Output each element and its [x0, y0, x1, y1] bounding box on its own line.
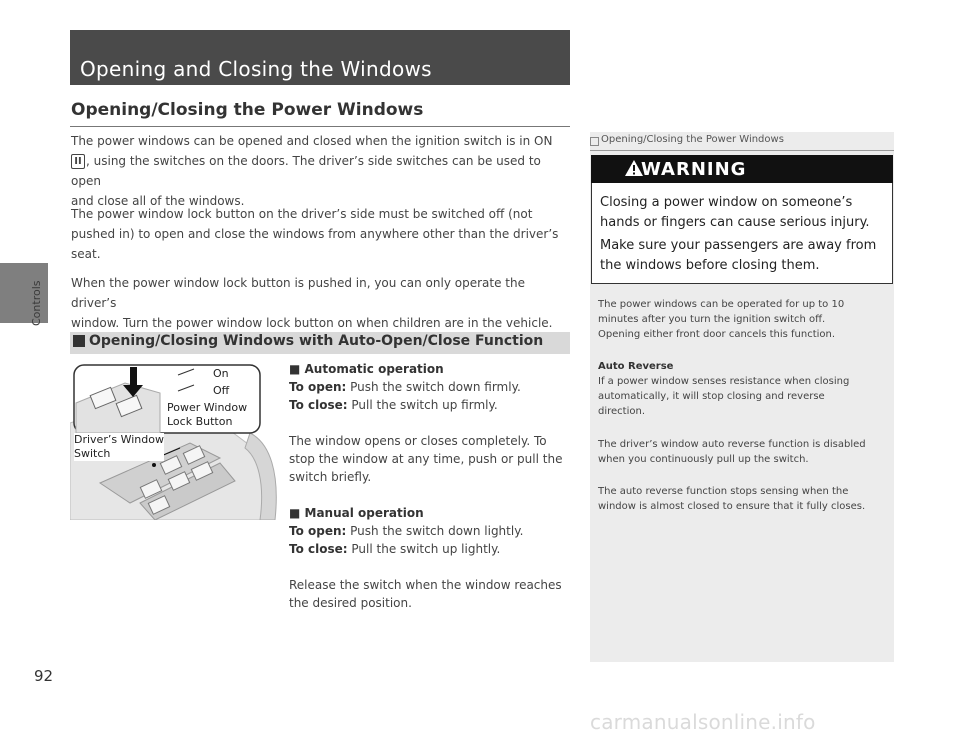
- auto-close-label: To close:: [289, 398, 348, 412]
- label-driver-switch: [74, 433, 164, 461]
- manual-desc-2: the desired position.: [289, 596, 412, 610]
- warning-line-1: Closing a power window on someone’s: [600, 195, 853, 210]
- automatic-operation: [289, 360, 574, 486]
- label-switch-line1: Driver’s Window: [74, 433, 164, 446]
- section-divider: [70, 126, 570, 127]
- section-title: Opening/Closing the Power Windows: [71, 100, 424, 120]
- manual-open-label: To open:: [289, 524, 347, 538]
- manual-close-text: Pull the switch up lightly.: [347, 542, 501, 556]
- label-switch-line2: Switch: [74, 447, 111, 460]
- warning-line-2: hands or fingers can cause serious injury.: [600, 215, 870, 230]
- sidebar-note-3: [598, 437, 883, 467]
- para1-line2: [71, 151, 571, 191]
- manual-open-text: Push the switch down lightly.: [346, 524, 524, 538]
- square-bullet-icon: [73, 335, 85, 347]
- intro-paragraph-3: [71, 273, 571, 333]
- note2-line2: automatically, it will stop closing and reverse: [598, 391, 825, 402]
- auto-desc-3: switch briefly.: [289, 470, 372, 484]
- para1-line2-text: , using the switches on the doors. The driver’s side switches can be used to open: [71, 154, 541, 188]
- note4-line2: window is almost closed to ensure that it fully closes.: [598, 501, 866, 512]
- label-off: Off: [213, 384, 230, 397]
- warning-line-4: the windows before closing them.: [600, 258, 820, 273]
- warning-line-3: Make sure your passengers are away from: [600, 238, 877, 253]
- auto-open-line: [289, 378, 574, 396]
- note4-line1: The auto reverse function stops sensing when the: [598, 486, 849, 497]
- intro-paragraph-1: [71, 131, 571, 211]
- footer-watermark: carmanualsonline.info: [590, 710, 816, 734]
- para1-line1: The power windows can be opened and closed when the ignition switch is in ON: [71, 134, 553, 148]
- auto-reverse-title: Auto Reverse: [598, 361, 674, 372]
- manual-open-line: [289, 522, 574, 540]
- para2-line2: pushed in) to open and close the windows from anywhere other than the driver’s: [71, 227, 559, 241]
- para1-line3: and close all of the windows.: [71, 194, 245, 208]
- auto-desc-2: stop the window at any time, push or pull the: [289, 452, 563, 466]
- para2-line3: seat.: [71, 247, 101, 261]
- manual-operation: [289, 504, 574, 612]
- sidebar-header: Opening/Closing the Power Windows: [601, 134, 784, 145]
- page-number: 92: [34, 667, 54, 685]
- ignition-position-icon: II: [71, 154, 85, 169]
- auto-close-text: Pull the switch up firmly.: [347, 398, 498, 412]
- para3-line2: window. Turn the power window lock button on when children are in the vehicle.: [71, 316, 553, 330]
- note3-line1: The driver’s window auto reverse function is disabled: [598, 439, 866, 450]
- label-on: On: [213, 367, 229, 380]
- side-tab-label: Controls: [30, 280, 43, 326]
- note1-line1: The power windows can be operated for up to 10: [598, 299, 845, 310]
- auto-heading: ■ Automatic operation: [289, 362, 444, 376]
- sidebar-header-rule: [590, 150, 894, 151]
- chapter-title: Opening and Closing the Windows: [80, 57, 432, 81]
- note1-line3: Opening either front door cancels this function.: [598, 329, 836, 340]
- warning-text-2: [600, 236, 885, 276]
- warning-text-1: [600, 193, 885, 233]
- note3-line2: when you continuously pull up the switch.: [598, 454, 809, 465]
- auto-open-text: Push the switch down firmly.: [346, 380, 521, 394]
- subsection-title: Opening/Closing Windows with Auto-Open/Close Function: [89, 333, 544, 349]
- label-lock-line1: Power Window: [167, 401, 248, 414]
- manual-heading: ■ Manual operation: [289, 506, 424, 520]
- label-lock-line2: Lock Button: [167, 415, 233, 428]
- warning-title: WARNING: [641, 159, 747, 180]
- auto-close-line: [289, 396, 574, 414]
- sidebar-note-4: [598, 484, 883, 514]
- para2-line1: The power window lock button on the driver’s side must be switched off (not: [71, 207, 533, 221]
- manual-close-line: [289, 540, 574, 558]
- reference-marker-icon: [590, 137, 599, 146]
- manual-close-label: To close:: [289, 542, 348, 556]
- intro-paragraph-2: [71, 204, 571, 264]
- auto-desc-1: The window opens or closes completely. To: [289, 434, 547, 448]
- sidebar-note-1: [598, 297, 883, 342]
- label-lock-button: [167, 401, 247, 429]
- note2-line1: If a power window senses resistance when closing: [598, 376, 850, 387]
- note2-line3: direction.: [598, 406, 646, 417]
- manual-desc-1: Release the switch when the window reaches: [289, 578, 562, 592]
- para3-line1: When the power window lock button is pushed in, you can only operate the driver’s: [71, 276, 525, 310]
- note1-line2: minutes after you turn the ignition switch off.: [598, 314, 826, 325]
- auto-open-label: To open:: [289, 380, 347, 394]
- sidebar-note-auto-reverse: [598, 359, 883, 419]
- door-switch-illustration: [70, 363, 280, 520]
